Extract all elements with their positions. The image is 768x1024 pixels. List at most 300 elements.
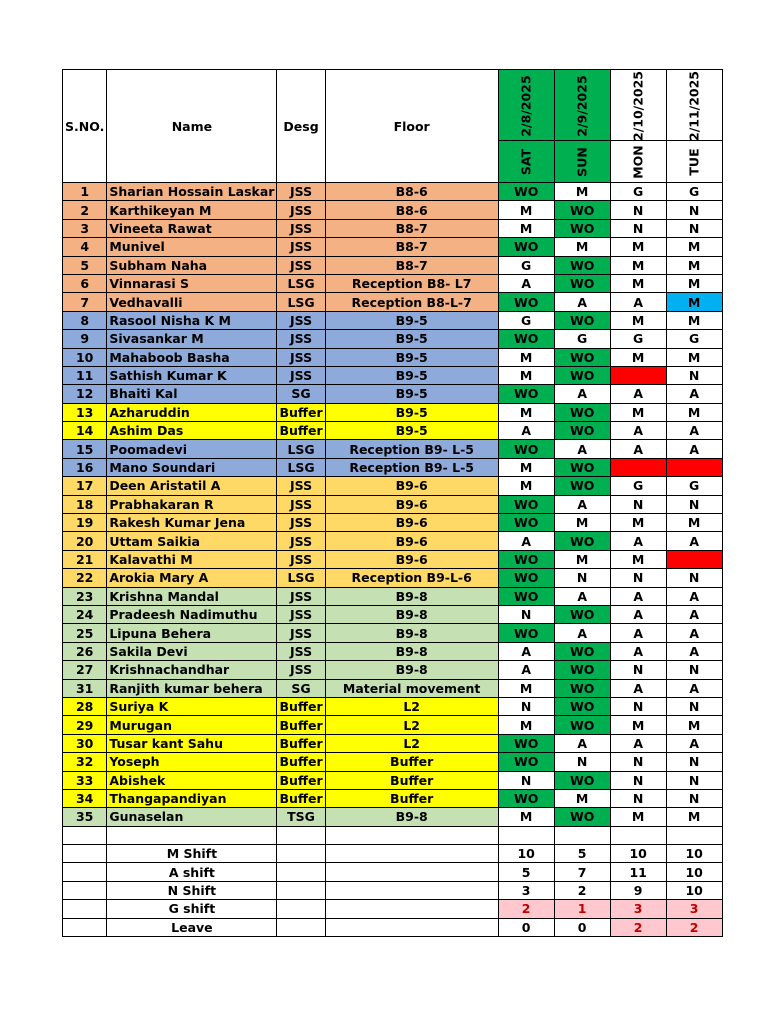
cell-shift: A: [554, 385, 610, 403]
cell-sno: 35: [63, 808, 107, 826]
cell-desg: Buffer: [277, 403, 325, 421]
table-header: [63, 70, 723, 183]
cell-sno: 7: [63, 293, 107, 311]
cell-shift: WO: [498, 495, 554, 513]
cell-shift: L: [610, 366, 666, 384]
cell-name: Ashim Das: [107, 422, 277, 440]
cell-desg: Buffer: [277, 753, 325, 771]
cell-floor: B8-7: [325, 238, 498, 256]
cell-sno: 18: [63, 495, 107, 513]
table-row: [63, 808, 723, 826]
cell-shift: G: [666, 183, 722, 201]
summary-row: [63, 881, 723, 899]
cell-desg: Buffer: [277, 771, 325, 789]
cell-shift: WO: [554, 348, 610, 366]
cell-sno: 20: [63, 532, 107, 550]
cell-sno: 29: [63, 716, 107, 734]
cell-shift: N: [610, 569, 666, 587]
cell-shift: M: [666, 293, 722, 311]
cell-shift: A: [666, 422, 722, 440]
cell-sno: 23: [63, 587, 107, 605]
cell-shift: M: [666, 274, 722, 292]
cell-shift: WO: [498, 734, 554, 752]
header-desg: Desg: [277, 70, 325, 183]
cell-shift: A: [554, 587, 610, 605]
cell-shift: A: [610, 605, 666, 623]
cell-desg: JSS: [277, 642, 325, 660]
cell-shift: WO: [554, 477, 610, 495]
summary-value: 3: [498, 881, 554, 899]
cell-shift: WO: [498, 238, 554, 256]
empty-cell: [498, 826, 554, 844]
cell-desg: JSS: [277, 661, 325, 679]
table-row: [63, 201, 723, 219]
cell-sno: 31: [63, 679, 107, 697]
cell-floor: B9-5: [325, 348, 498, 366]
summary-value: 2: [554, 881, 610, 899]
empty-cell: [63, 918, 107, 936]
table-row: [63, 348, 723, 366]
cell-shift: N: [610, 789, 666, 807]
cell-shift: WO: [554, 219, 610, 237]
cell-desg: JSS: [277, 550, 325, 568]
header-date: 2/10/2025: [630, 70, 646, 142]
cell-shift: N: [666, 495, 722, 513]
cell-shift: A: [666, 385, 722, 403]
cell-shift: G: [554, 330, 610, 348]
cell-shift: N: [498, 771, 554, 789]
cell-floor: B9-6: [325, 532, 498, 550]
cell-floor: B9-8: [325, 605, 498, 623]
summary-label: G shift: [107, 900, 277, 918]
cell-shift: M: [554, 183, 610, 201]
cell-desg: Buffer: [277, 716, 325, 734]
cell-shift: WO: [554, 697, 610, 715]
summary-value: 2: [666, 918, 722, 936]
cell-shift: WO: [554, 642, 610, 660]
cell-shift: A: [610, 385, 666, 403]
empty-cell: [325, 845, 498, 863]
summary-value: 10: [666, 845, 722, 863]
cell-sno: 21: [63, 550, 107, 568]
cell-shift: A: [610, 642, 666, 660]
header-day-1: [554, 70, 610, 183]
table-row: [63, 256, 723, 274]
empty-cell: [666, 826, 722, 844]
cell-desg: JSS: [277, 514, 325, 532]
cell-sno: 19: [63, 514, 107, 532]
summary-value: 1: [554, 900, 610, 918]
cell-shift: WO: [554, 771, 610, 789]
cell-shift: M: [498, 348, 554, 366]
empty-cell: [325, 918, 498, 936]
cell-shift: N: [610, 697, 666, 715]
cell-shift: A: [666, 624, 722, 642]
cell-shift: G: [610, 330, 666, 348]
cell-floor: Buffer: [325, 753, 498, 771]
cell-shift: A: [498, 642, 554, 660]
cell-shift: M: [666, 716, 722, 734]
cell-shift: M: [610, 256, 666, 274]
cell-name: Tusar kant Sahu: [107, 734, 277, 752]
cell-desg: LSG: [277, 440, 325, 458]
cell-floor: Buffer: [325, 789, 498, 807]
empty-cell: [277, 863, 325, 881]
empty-cell: [610, 826, 666, 844]
cell-shift: WO: [498, 789, 554, 807]
header-day-0: [498, 70, 554, 183]
cell-shift: A: [610, 734, 666, 752]
cell-shift: G: [666, 477, 722, 495]
cell-floor: B9-8: [325, 624, 498, 642]
cell-floor: B9-5: [325, 366, 498, 384]
cell-sno: 16: [63, 458, 107, 476]
cell-shift: WO: [554, 422, 610, 440]
cell-name: Poomadevi: [107, 440, 277, 458]
cell-name: Vinnarasi S: [107, 274, 277, 292]
cell-sno: 26: [63, 642, 107, 660]
cell-name: Vineeta Rawat: [107, 219, 277, 237]
table-row: [63, 532, 723, 550]
cell-desg: JSS: [277, 256, 325, 274]
cell-shift: A: [610, 440, 666, 458]
table-row: [63, 183, 723, 201]
cell-name: Uttam Saikia: [107, 532, 277, 550]
cell-shift: M: [666, 311, 722, 329]
cell-shift: WO: [554, 458, 610, 476]
cell-floor: Reception B9- L-5: [325, 458, 498, 476]
summary-value: 2: [610, 918, 666, 936]
cell-shift: M: [610, 348, 666, 366]
cell-name: Krishnachandhar: [107, 661, 277, 679]
header-weekday: SUN: [574, 147, 590, 177]
cell-floor: B9-5: [325, 311, 498, 329]
cell-shift: WO: [554, 201, 610, 219]
cell-shift: WO: [554, 661, 610, 679]
cell-name: Vedhavalli: [107, 293, 277, 311]
cell-desg: JSS: [277, 532, 325, 550]
cell-name: Mahaboob Basha: [107, 348, 277, 366]
table-row: [63, 385, 723, 403]
cell-shift: A: [498, 274, 554, 292]
summary-value: 3: [666, 900, 722, 918]
cell-shift: WO: [498, 624, 554, 642]
summary-row: [63, 863, 723, 881]
cell-shift: N: [666, 789, 722, 807]
cell-desg: SG: [277, 385, 325, 403]
cell-shift: M: [666, 403, 722, 421]
cell-shift: G: [666, 330, 722, 348]
summary-value: 5: [554, 845, 610, 863]
cell-sno: 34: [63, 789, 107, 807]
empty-cell: [63, 845, 107, 863]
cell-sno: 27: [63, 661, 107, 679]
cell-floor: B9-5: [325, 330, 498, 348]
summary-label: N Shift: [107, 881, 277, 899]
cell-name: Suriya K: [107, 697, 277, 715]
cell-name: Munivel: [107, 238, 277, 256]
cell-sno: 2: [63, 201, 107, 219]
cell-desg: JSS: [277, 201, 325, 219]
cell-shift: A: [666, 642, 722, 660]
summary-label: M Shift: [107, 845, 277, 863]
cell-shift: A: [554, 734, 610, 752]
summary-value: 3: [610, 900, 666, 918]
cell-desg: Buffer: [277, 697, 325, 715]
cell-shift: WO: [498, 183, 554, 201]
cell-floor: B8-7: [325, 219, 498, 237]
cell-desg: LSG: [277, 274, 325, 292]
cell-floor: B9-5: [325, 385, 498, 403]
roster-table: [62, 69, 723, 937]
cell-floor: B8-7: [325, 256, 498, 274]
cell-floor: B8-6: [325, 183, 498, 201]
cell-shift: A: [498, 661, 554, 679]
empty-cell: [277, 918, 325, 936]
cell-shift: A: [666, 587, 722, 605]
spacer-row: [63, 826, 723, 844]
cell-shift: M: [498, 808, 554, 826]
cell-shift: G: [610, 183, 666, 201]
table-row: [63, 274, 723, 292]
cell-floor: B9-6: [325, 477, 498, 495]
cell-shift: M: [498, 679, 554, 697]
cell-shift: A: [666, 734, 722, 752]
header-name: Name: [107, 70, 277, 183]
table-row: [63, 789, 723, 807]
cell-shift: A: [610, 587, 666, 605]
table-row: [63, 514, 723, 532]
cell-floor: B9-8: [325, 808, 498, 826]
cell-shift: WO: [498, 587, 554, 605]
cell-shift: WO: [498, 293, 554, 311]
cell-shift: N: [498, 605, 554, 623]
cell-shift: WO: [554, 679, 610, 697]
cell-shift: N: [666, 366, 722, 384]
cell-shift: WO: [498, 440, 554, 458]
cell-name: Rasool Nisha K M: [107, 311, 277, 329]
cell-shift: M: [610, 808, 666, 826]
cell-shift: N: [666, 771, 722, 789]
empty-cell: [107, 826, 277, 844]
table-row: [63, 293, 723, 311]
cell-name: Mano Soundari: [107, 458, 277, 476]
cell-floor: B9-8: [325, 587, 498, 605]
table-row: [63, 587, 723, 605]
summary-value: 0: [498, 918, 554, 936]
cell-shift: N: [610, 753, 666, 771]
table-row: [63, 550, 723, 568]
cell-desg: JSS: [277, 366, 325, 384]
header-weekday: TUE: [686, 148, 702, 176]
table-row: [63, 716, 723, 734]
summary-value: 2: [498, 900, 554, 918]
cell-shift: A: [610, 532, 666, 550]
cell-shift: WO: [554, 311, 610, 329]
cell-name: Rakesh Kumar Jena: [107, 514, 277, 532]
cell-shift: WO: [498, 385, 554, 403]
table-row: [63, 771, 723, 789]
cell-sno: 5: [63, 256, 107, 274]
cell-name: Prabhakaran R: [107, 495, 277, 513]
cell-shift: N: [610, 495, 666, 513]
cell-floor: Reception B8-L-7: [325, 293, 498, 311]
cell-name: Kalavathi M: [107, 550, 277, 568]
cell-name: Sharian Hossain Laskar: [107, 183, 277, 201]
empty-cell: [277, 845, 325, 863]
cell-shift: N: [554, 569, 610, 587]
cell-sno: 32: [63, 753, 107, 771]
empty-cell: [325, 826, 498, 844]
cell-desg: JSS: [277, 495, 325, 513]
header-weekday: MON: [630, 145, 646, 179]
table-row: [63, 366, 723, 384]
summary-value: 10: [610, 845, 666, 863]
cell-sno: 3: [63, 219, 107, 237]
table-row: [63, 569, 723, 587]
table-row: [63, 495, 723, 513]
header-date: 2/9/2025: [574, 75, 590, 137]
cell-shift: M: [554, 238, 610, 256]
cell-shift: WO: [498, 330, 554, 348]
cell-shift: M: [498, 716, 554, 734]
cell-shift: G: [610, 477, 666, 495]
cell-sno: 17: [63, 477, 107, 495]
cell-shift: M: [610, 514, 666, 532]
cell-shift: N: [666, 697, 722, 715]
table-row: [63, 624, 723, 642]
summary-value: 11: [610, 863, 666, 881]
empty-cell: [63, 863, 107, 881]
cell-shift: WO: [498, 569, 554, 587]
cell-name: Lipuna Behera: [107, 624, 277, 642]
cell-desg: JSS: [277, 587, 325, 605]
cell-desg: LSG: [277, 293, 325, 311]
empty-cell: [277, 900, 325, 918]
cell-sno: 24: [63, 605, 107, 623]
cell-shift: WO: [554, 256, 610, 274]
cell-shift: A: [554, 440, 610, 458]
cell-name: Deen Aristatil A: [107, 477, 277, 495]
cell-shift: WO: [554, 403, 610, 421]
cell-floor: Buffer: [325, 771, 498, 789]
cell-shift: A: [554, 495, 610, 513]
cell-sno: 11: [63, 366, 107, 384]
table-row: [63, 661, 723, 679]
table-row: [63, 311, 723, 329]
table-row: [63, 330, 723, 348]
cell-shift: M: [666, 348, 722, 366]
cell-desg: LSG: [277, 569, 325, 587]
cell-shift: N: [666, 219, 722, 237]
cell-shift: N: [666, 661, 722, 679]
cell-desg: JSS: [277, 311, 325, 329]
cell-sno: 30: [63, 734, 107, 752]
empty-cell: [554, 826, 610, 844]
summary-label: Leave: [107, 918, 277, 936]
cell-floor: B9-6: [325, 514, 498, 532]
cell-name: Krishna Mandal: [107, 587, 277, 605]
cell-shift: A: [610, 293, 666, 311]
table-row: [63, 403, 723, 421]
cell-floor: Reception B9- L-5: [325, 440, 498, 458]
cell-shift: M: [610, 274, 666, 292]
cell-shift: M: [554, 514, 610, 532]
cell-shift: G: [498, 311, 554, 329]
cell-shift: M: [554, 789, 610, 807]
cell-floor: L2: [325, 716, 498, 734]
cell-shift: WO: [554, 716, 610, 734]
cell-name: Ranjith kumar behera: [107, 679, 277, 697]
empty-cell: [277, 826, 325, 844]
cell-name: Abishek: [107, 771, 277, 789]
cell-sno: 22: [63, 569, 107, 587]
table-row: [63, 477, 723, 495]
cell-sno: 13: [63, 403, 107, 421]
cell-sno: 15: [63, 440, 107, 458]
cell-shift: A: [554, 624, 610, 642]
summary-value: 10: [666, 863, 722, 881]
table-row: [63, 238, 723, 256]
cell-sno: 4: [63, 238, 107, 256]
cell-desg: Buffer: [277, 422, 325, 440]
cell-shift: WO: [554, 532, 610, 550]
cell-floor: L2: [325, 734, 498, 752]
table-row: [63, 605, 723, 623]
header-date: 2/8/2025: [518, 75, 534, 137]
table-row: [63, 734, 723, 752]
cell-name: Sathish Kumar K: [107, 366, 277, 384]
cell-name: Murugan: [107, 716, 277, 734]
table-row: [63, 440, 723, 458]
cell-floor: B9-8: [325, 642, 498, 660]
cell-sno: 8: [63, 311, 107, 329]
cell-shift: A: [610, 624, 666, 642]
cell-shift: WO: [498, 753, 554, 771]
cell-floor: Reception B9-L-6: [325, 569, 498, 587]
cell-shift: M: [666, 238, 722, 256]
cell-shift: M: [498, 366, 554, 384]
cell-sno: 10: [63, 348, 107, 366]
cell-shift: L: [666, 550, 722, 568]
cell-shift: N: [610, 661, 666, 679]
cell-shift: N: [610, 219, 666, 237]
cell-desg: JSS: [277, 183, 325, 201]
cell-sno: 33: [63, 771, 107, 789]
cell-floor: Material movement: [325, 679, 498, 697]
cell-shift: A: [666, 605, 722, 623]
header-weekday: SAT: [518, 148, 534, 176]
cell-shift: A: [610, 422, 666, 440]
cell-shift: M: [498, 477, 554, 495]
cell-shift: M: [610, 716, 666, 734]
table-row: [63, 642, 723, 660]
cell-desg: TSG: [277, 808, 325, 826]
empty-cell: [277, 881, 325, 899]
table-row: [63, 679, 723, 697]
cell-shift: M: [666, 256, 722, 274]
cell-floor: B9-8: [325, 661, 498, 679]
summary-value: 5: [498, 863, 554, 881]
cell-shift: L: [666, 458, 722, 476]
cell-shift: M: [498, 403, 554, 421]
cell-shift: A: [498, 422, 554, 440]
cell-shift: A: [666, 679, 722, 697]
empty-cell: [63, 881, 107, 899]
summary-row: [63, 845, 723, 863]
cell-shift: M: [666, 514, 722, 532]
cell-name: Karthikeyan M: [107, 201, 277, 219]
